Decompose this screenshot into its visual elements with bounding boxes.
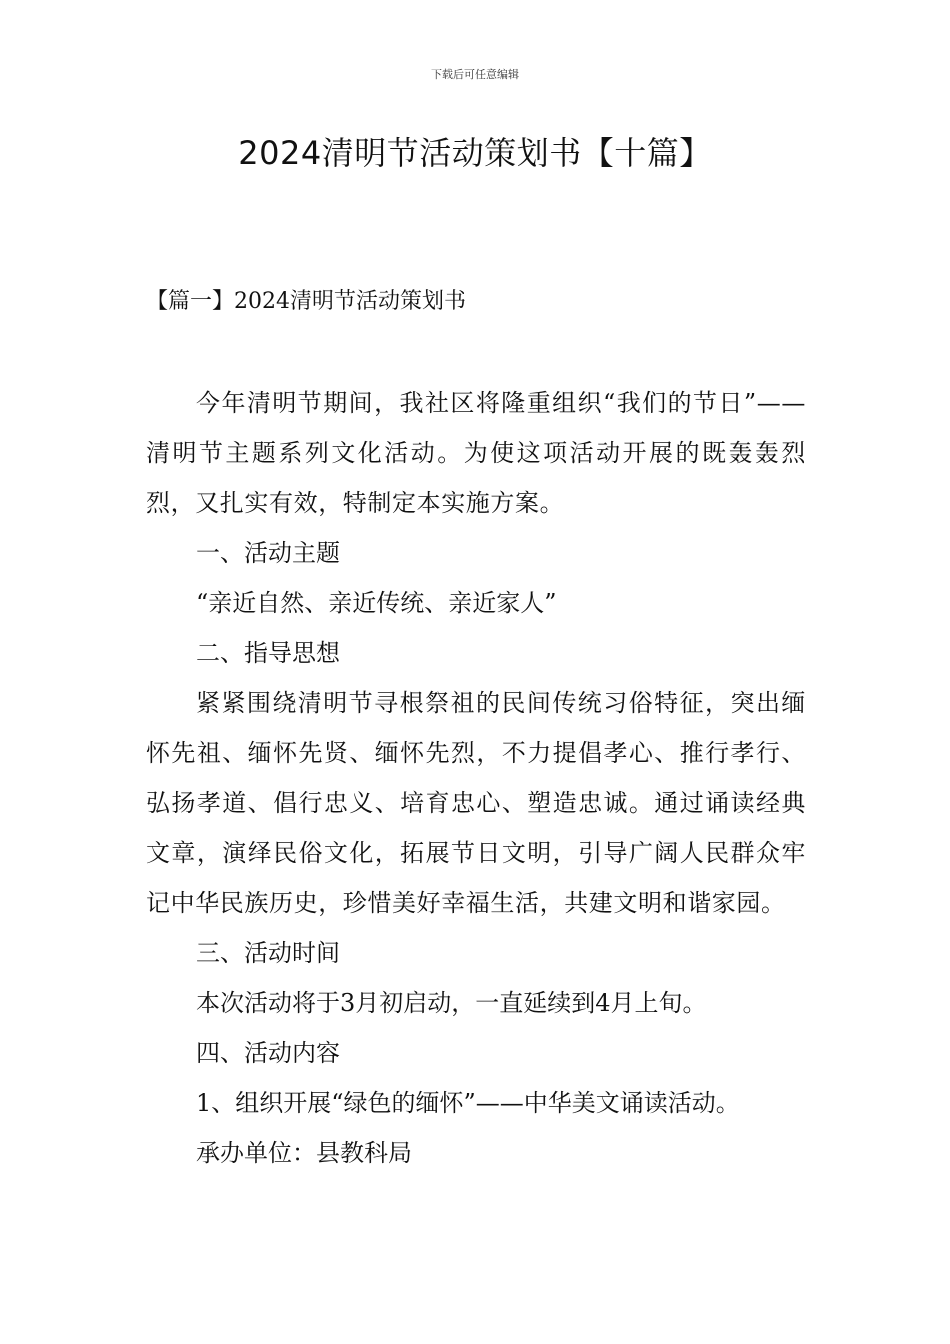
heading-activity-theme: 一、活动主题 <box>196 539 340 567</box>
intro-paragraph: 今年清明节期间，我社区将隆重组织“我们的节日”——清明节主题系列文化活动。为使这项活动开展的既轰轰烈烈，又扎实有效，特制定本实施方案。 <box>146 389 806 517</box>
section-heading: 【篇一】2024清明节活动策划书 <box>146 289 466 314</box>
document-body <box>146 378 806 1178</box>
page-header-note: 下载后可任意编辑 <box>431 68 519 81</box>
heading-activity-time: 三、活动时间 <box>196 939 340 967</box>
organizer-text: 承办单位：县教科局 <box>196 1139 412 1167</box>
heading-guiding-thought: 二、指导思想 <box>196 639 340 667</box>
document-title: 2024清明节活动策划书【十篇】 <box>238 134 712 172</box>
guiding-thought-paragraph: 紧紧围绕清明节寻根祭祖的民间传统习俗特征，突出缅怀先祖、缅怀先贤、缅怀先烈，不力提倡孝心、推行孝行、弘扬孝道、倡行忠义、培育忠心、塑造忠诚。通过诵读经典文章，演绎民俗文化，拓展节日文明，引导广阔人民群众牢记中华民族历史，珍惜美好幸福生活，共建文明和谐家园。 <box>146 689 806 917</box>
activity-time-text: 本次活动将于3月初启动，一直延续到4月上旬。 <box>196 989 707 1017</box>
activity-theme-text: “亲近自然、亲近传统、亲近家人” <box>196 589 557 617</box>
heading-activity-content: 四、活动内容 <box>196 1039 340 1067</box>
activity-content-item-1: 1、组织开展“绿色的缅怀”——中华美文诵读活动。 <box>196 1089 740 1117</box>
